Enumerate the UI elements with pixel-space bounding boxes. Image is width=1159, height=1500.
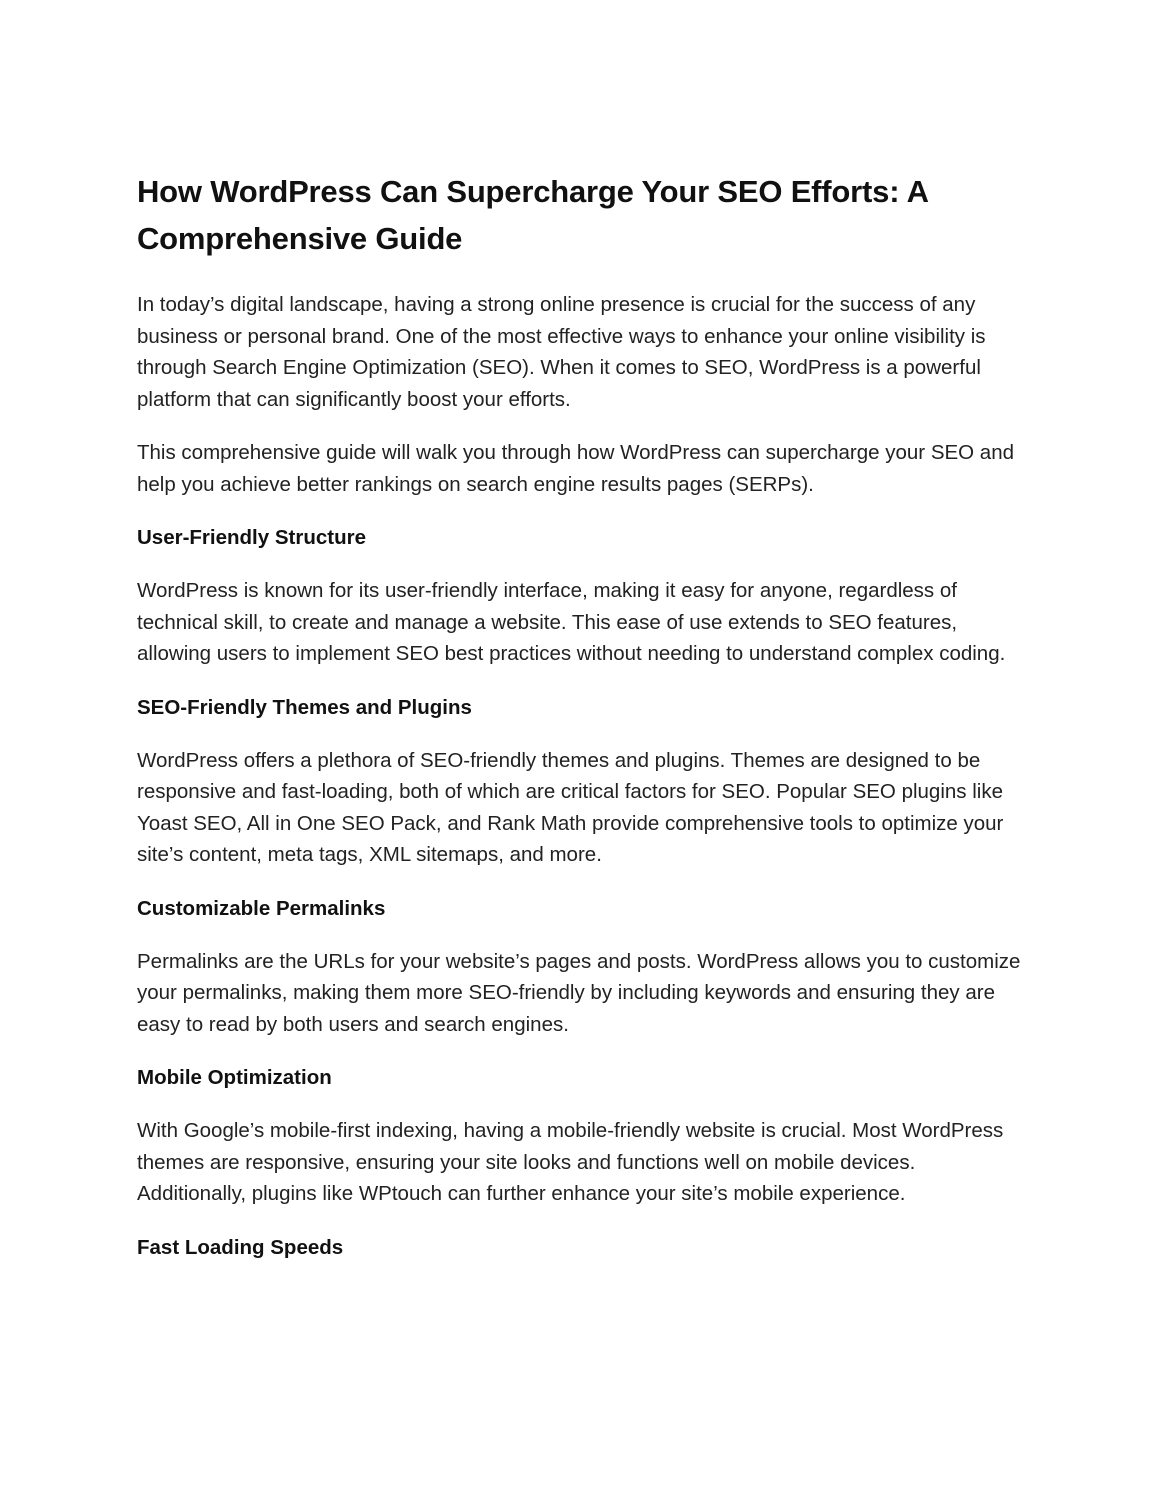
- section-fast-loading-speeds: [137, 1232, 1027, 1263]
- section-body: With Google’s mobile-first indexing, having a mobile-friendly website is crucial. Most WordPress themes are responsive, ensuring your site looks and functions well on mobile devices. Additionally, plugins like WPtouch can further enhance your site’s mobile experience.: [137, 1119, 1004, 1205]
- section-customizable-permalinks: [137, 893, 1027, 1041]
- section-mobile-optimization: [137, 1062, 1027, 1210]
- document-page: [137, 168, 1027, 1285]
- section-heading: Mobile Optimization: [137, 1066, 332, 1089]
- section-seo-friendly-themes-plugins: [137, 692, 1027, 871]
- intro-paragraph-2: This comprehensive guide will walk you through how WordPress can supercharge your SEO and help you achieve better rankings on search engine results pages (SERPs).: [137, 441, 1015, 496]
- section-body: Permalinks are the URLs for your website’s pages and posts. WordPress allows you to customize your permalinks, making them more SEO-friendly by including keywords and ensuring they are easy to read by both users and search engines.: [137, 949, 1021, 1036]
- section-body: WordPress is known for its user-friendly interface, making it easy for anyone, regardless of technical skill, to create and manage a website. This ease of use extends to SEO features, allowing users to implement SEO best practices without needing to understand complex coding.: [137, 579, 1006, 665]
- section-user-friendly-structure: [137, 522, 1027, 670]
- section-body: WordPress offers a plethora of SEO-friendly themes and plugins. Themes are designed to be responsive and fast-loading, both of which are critical factors for SEO. Popular SEO plugins like Yoast SEO, All in One SEO Pack, and Rank Math provide comprehensive tools to optimize your site’s content, meta tags, XML sitemaps, and more.: [137, 748, 1004, 866]
- section-heading: SEO-Friendly Themes and Plugins: [137, 695, 472, 719]
- document-title: How WordPress Can Supercharge Your SEO Efforts: A Comprehensive Guide: [137, 174, 928, 256]
- section-heading: Customizable Permalinks: [137, 896, 386, 920]
- section-heading: Fast Loading Speeds: [137, 1235, 344, 1259]
- section-heading: User-Friendly Structure: [137, 526, 366, 549]
- intro-paragraph-1: In today’s digital landscape, having a strong online presence is crucial for the success of any business or personal brand. One of the most effective ways to enhance your online visibility is through Search Engine Optimization (SEO). When it comes to SEO, WordPress is a powerful platform that can significantly boost your efforts.: [137, 293, 986, 411]
